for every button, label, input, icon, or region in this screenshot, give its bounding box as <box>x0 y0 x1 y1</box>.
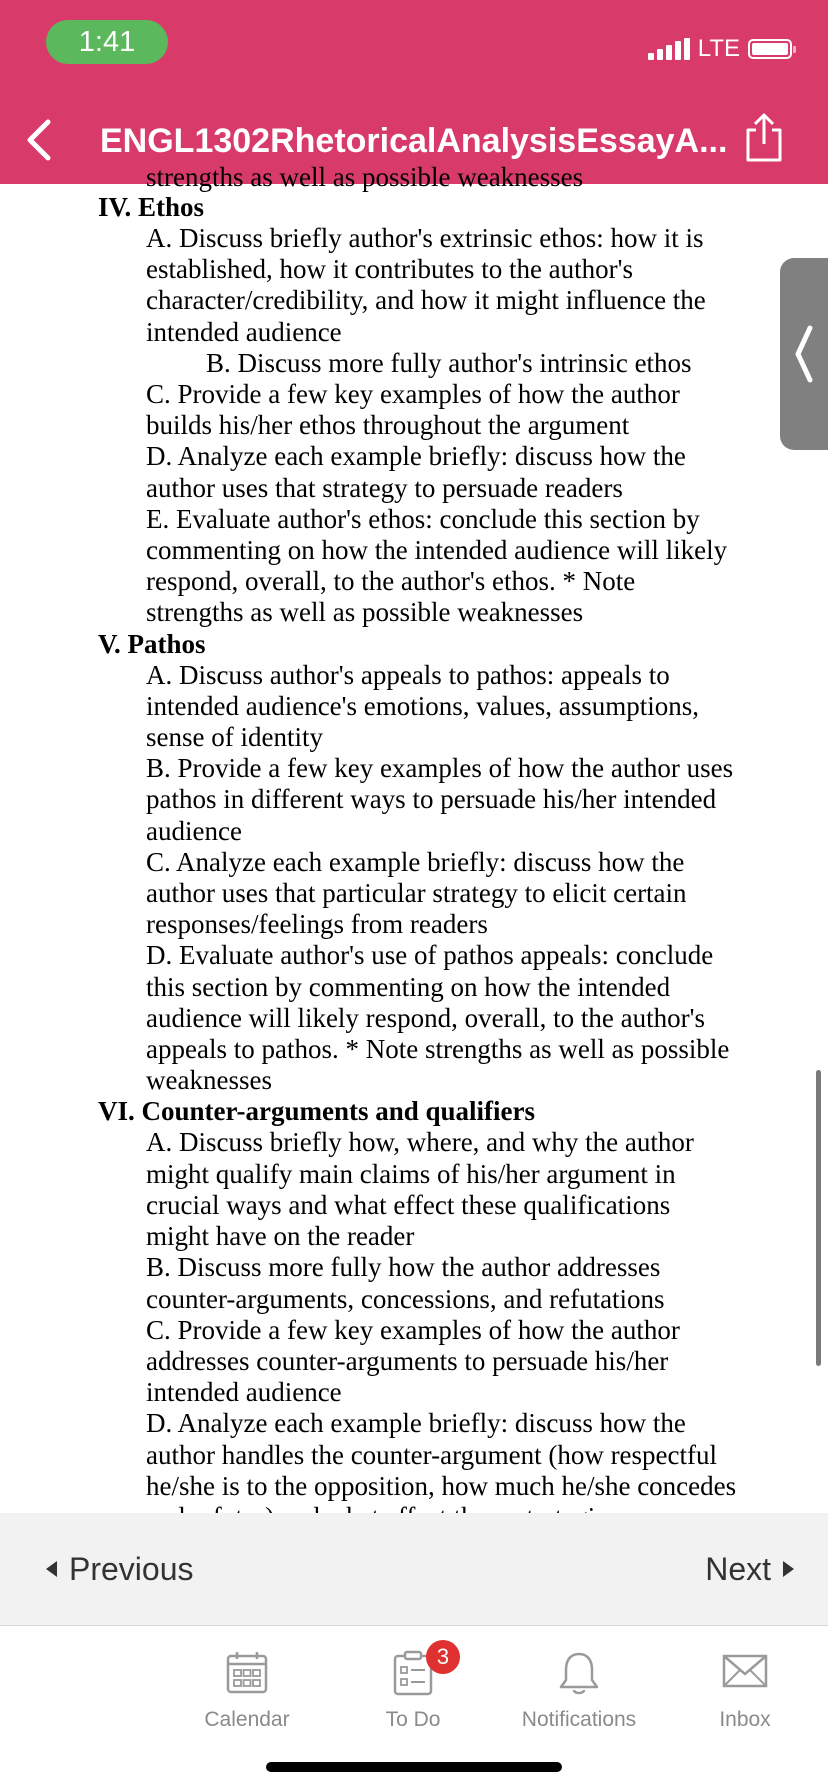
section-heading: VI. Counter-arguments and qualifiers <box>98 1096 536 1127</box>
clipped-line: strengths as well as possible weaknesses <box>146 162 584 192</box>
share-icon <box>740 110 788 166</box>
previous-button[interactable] <box>46 1545 194 1593</box>
tab-notifications[interactable] <box>496 1640 662 1736</box>
triangle-right-icon <box>783 1561 794 1577</box>
tab-inbox[interactable] <box>662 1640 828 1736</box>
tab-label: Inbox <box>719 1708 771 1731</box>
status-time: 1:41 <box>46 20 168 64</box>
list-item: C. Analyze each example briefly: discuss how the author uses that particular strategy to elicit certain responses/feelings from readers <box>146 846 687 940</box>
next-label: Next <box>705 1550 771 1587</box>
page-title: ENGL1302RhetoricalAnalysisEssayA... <box>100 122 728 160</box>
list-item: B. Discuss more fully author's intrinsic ethos <box>206 347 692 378</box>
tab-label: Calendar <box>204 1708 290 1731</box>
scrollbar[interactable] <box>816 1070 821 1366</box>
document-body <box>98 192 738 1533</box>
list-item: C. Provide a few key examples of how the author builds his/her ethos throughout the argument <box>146 379 680 441</box>
chevron-left-icon <box>780 258 828 450</box>
triangle-left-icon <box>46 1561 57 1577</box>
list-item: D. Analyze each example briefly: discuss how the author handles the counter-argument (how respectful he/she is to the opposition, how much he/she concedes <box>146 1408 737 1501</box>
previous-label: Previous <box>69 1550 194 1587</box>
share-button[interactable] <box>740 110 788 166</box>
side-panel-handle[interactable] <box>780 258 828 450</box>
chevron-left-icon <box>20 112 60 168</box>
tab-label: To Do <box>385 1708 441 1731</box>
list-item: A. Discuss briefly how, where, and why the author might qualify main claims of his/her argument in crucial ways and what effect these qualifications might have on the reader <box>146 1127 694 1252</box>
tab-todo[interactable] <box>330 1640 496 1736</box>
section-heading: V. Pathos <box>98 628 206 659</box>
section-heading: IV. Ethos <box>98 192 205 222</box>
battery-icon <box>748 39 792 59</box>
list-item: B. Discuss more fully how the author addresses counter-arguments, concessions, and refutations <box>146 1252 665 1314</box>
status-indicators <box>648 34 792 64</box>
back-button[interactable] <box>20 112 60 168</box>
tab-calendar[interactable] <box>164 1640 330 1736</box>
mail-icon <box>721 1650 769 1690</box>
list-item: E. Evaluate author's ethos: conclude this section by commenting on how the intended audience will likely respond, overall, to the author's ethos. * Note strengths as well as possible weaknesses <box>146 503 728 628</box>
list-item: D. Analyze each example briefly: discuss how the author uses that strategy to persuade readers <box>146 441 686 503</box>
pager-bar <box>0 1513 828 1626</box>
list-item: B. Provide a few key examples of how the author uses pathos in different ways to persuade his/her intended audience <box>146 753 734 846</box>
list-item: A. Discuss author's appeals to pathos: appeals to intended audience's emotions, values, assumptions, sense of identity <box>146 659 700 753</box>
list-item: C. Provide a few key examples of how the author addresses counter-arguments to persuade his/her intended audience <box>146 1314 680 1408</box>
signal-icon <box>648 38 690 60</box>
list-item: A. Discuss briefly author's extrinsic ethos: how it is established, how it contributes to the author's character/credibility, and how it might influence the intended audience <box>146 223 706 347</box>
home-indicator[interactable] <box>266 1762 562 1772</box>
next-button[interactable] <box>705 1545 794 1593</box>
todo-count-badge: 3 <box>426 1640 460 1674</box>
network-label: LTE <box>697 35 740 62</box>
list-item: D. Evaluate author's use of pathos appeals: conclude this section by commenting on how the intended audience will likely respond, overall, to the author's appeals to pathos. * Note strengths as well as possible weaknesses <box>146 940 730 1096</box>
document-view[interactable] <box>0 162 828 1513</box>
tab-label: Notifications <box>521 1708 637 1731</box>
app-header <box>0 0 828 184</box>
bell-icon <box>556 1650 602 1698</box>
calendar-icon <box>225 1650 269 1696</box>
